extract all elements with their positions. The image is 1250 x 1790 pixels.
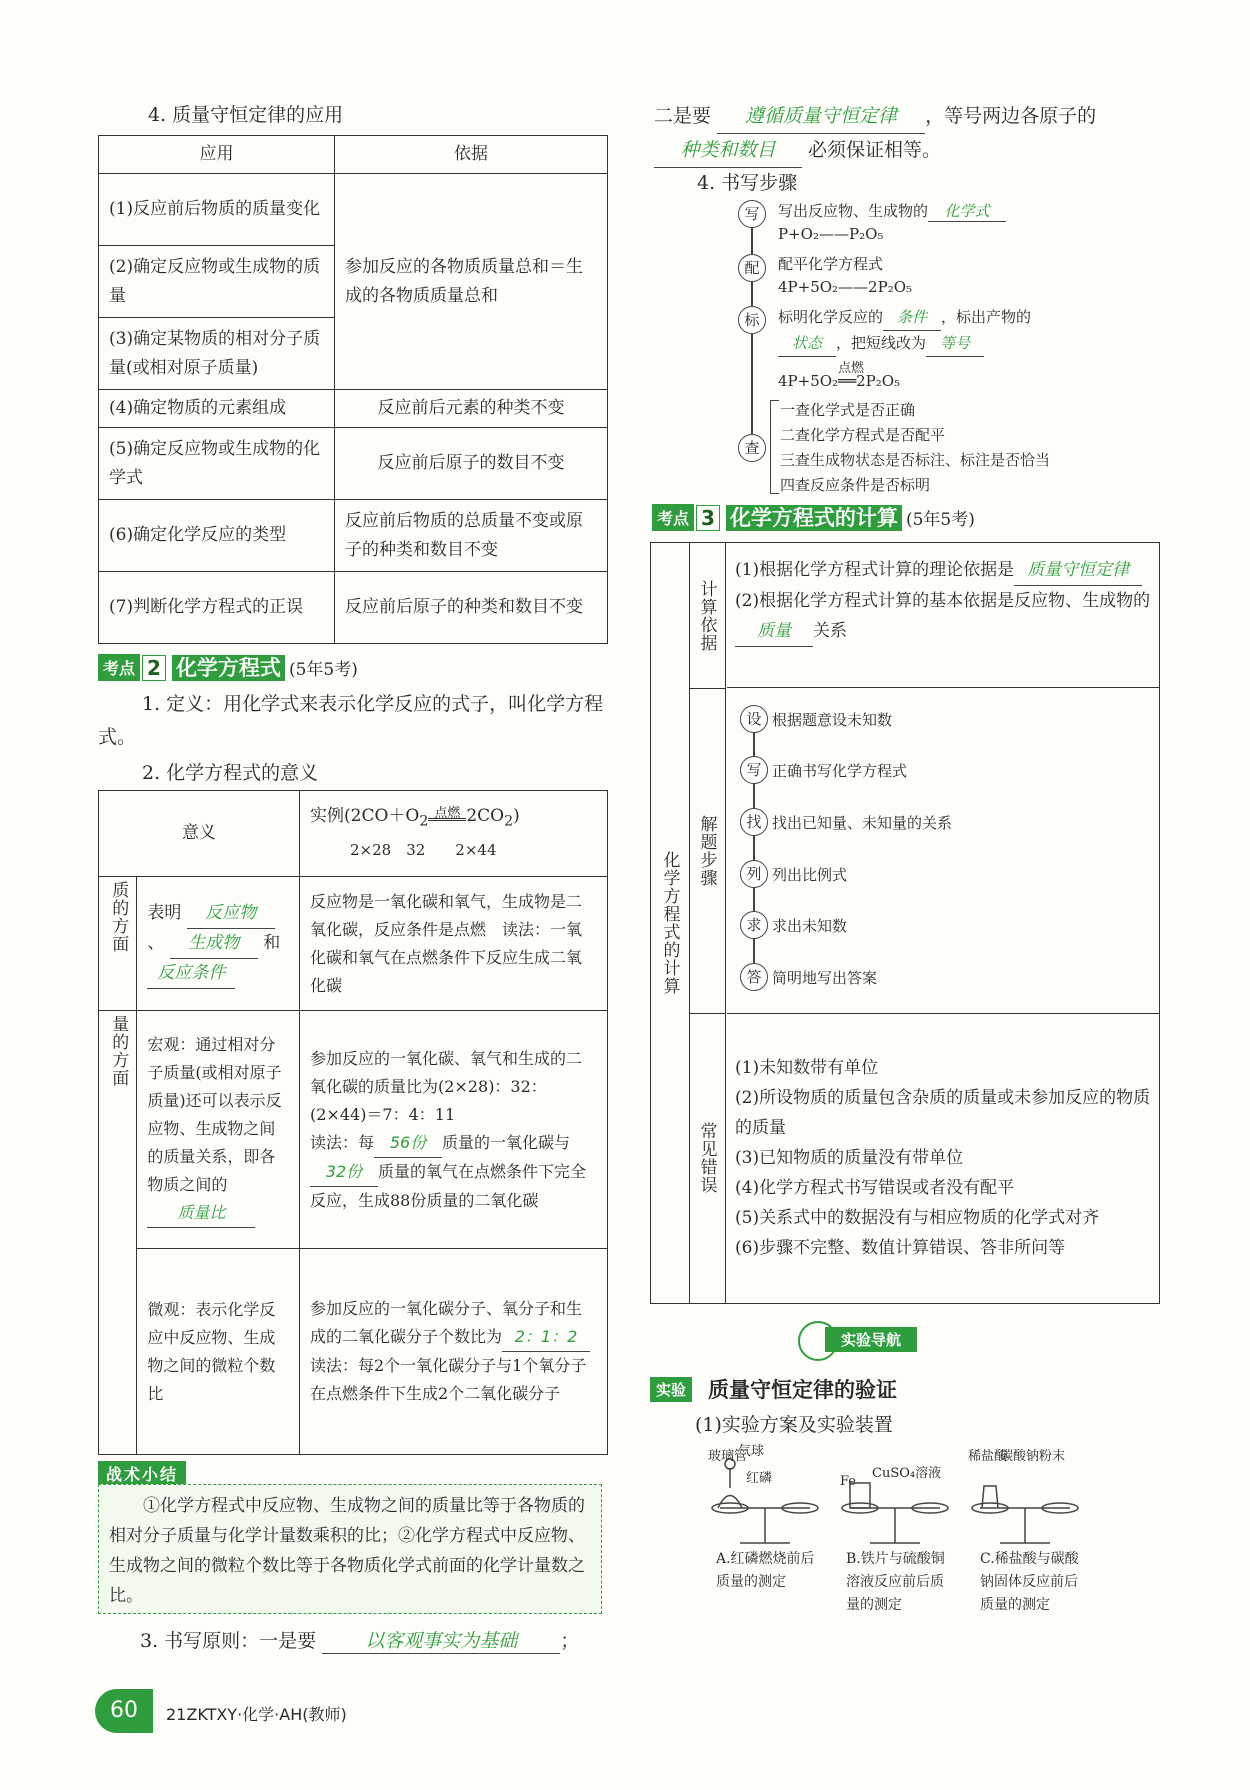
calc-table (650, 542, 1160, 1304)
example-header (300, 791, 608, 877)
error-item: (5)关系式中的数据没有与相应物质的化学式对齐 (735, 1208, 1100, 1228)
equation-masses: 2×28 32 2×44 (350, 841, 497, 860)
label-balloon: 气球 (738, 1444, 765, 1459)
table-cell: (6)确定化学反应的类型 (99, 500, 335, 572)
answer-principle2: 遵循质量守恒定律 (717, 100, 925, 134)
check-brace (770, 400, 779, 494)
line2-post: 必须保证相等。 (808, 139, 942, 161)
label-glass-tube: 玻璃管 (708, 1449, 748, 1464)
calc-step-icon: 答 (740, 963, 768, 991)
kaodian-title: 化学方程式 (172, 655, 285, 681)
error-item: (2)所设物质的质量包含杂质的质量或未参加反应的物质的质量 (735, 1088, 1151, 1138)
line1-post: ，等号两边各原子的 (925, 105, 1097, 127)
answer-mass: 质量 (735, 616, 813, 647)
quality-label: 质的方面 (99, 877, 137, 1011)
label-red-phosphorus: 红磷 (746, 1471, 773, 1486)
principle-continue (654, 100, 1169, 168)
table-cell: 反应前后物质的总质量不变或原子的种类和数目不变 (335, 500, 608, 572)
equation-arrow (428, 805, 466, 821)
macro-read-post: 质量的氧气在点燃条件下完全反应，生成88份质量的二氧化碳 (310, 1161, 587, 1210)
calc-step-text: 正确书写化学方程式 (772, 762, 908, 780)
equation-1: P+O₂——P₂O₅ (778, 225, 884, 243)
meaning-header: 意义 (99, 791, 300, 877)
calc-step-text: 找出已知量、未知量的关系 (772, 814, 953, 832)
step-mark-text (778, 305, 1078, 357)
micro-ex-pre: 参加反应的一氧化碳分子、氧分子和生成的二氧化碳分子个数比为 (310, 1299, 583, 1346)
experiment-title: 质量守恒定律的验证 (708, 1378, 897, 1402)
answer-56: 56份 (374, 1129, 442, 1158)
kaodian-tag: 考点 (98, 654, 140, 681)
check-item: 三查生成物状态是否标注、标注是否恰当 (780, 451, 1051, 469)
equation-subscript: 2 (419, 813, 429, 830)
basis-label: 计算依据 (689, 543, 726, 689)
micro-ex-post: 读法：每2个一氧化碳分子与1个氧分子在点燃条件下生成2个二氧化碳分子 (310, 1356, 587, 1403)
page-number: 60 (95, 1689, 153, 1733)
macro-text: 宏观：通过相对分子质量(或相对原子质量)还可以表示反应物、生成物之间的质量关系，即各物质之间的 (147, 1035, 282, 1194)
kaodian-3-header (652, 504, 975, 531)
meaning-table (98, 790, 608, 1455)
error-item: (3)已知物质的质量没有带单位 (735, 1148, 964, 1168)
principle-pre: 3. 书写原则：一是要 (140, 1630, 317, 1652)
table-cell: 反应前后原子的种类和数目不变 (335, 572, 608, 644)
answer-law: 质量守恒定律 (1014, 555, 1142, 586)
errors-content (727, 1013, 1159, 1303)
calc-step-icon: 设 (740, 705, 768, 733)
label-na2co3: 碳酸钠粉末 (1000, 1449, 1066, 1464)
steps-title: 4. 书写步骤 (697, 172, 798, 194)
calc-step-text: 求出未知数 (772, 917, 848, 935)
answer-particle-ratio: 2：1：2 (502, 1323, 590, 1352)
summary-box (98, 1484, 602, 1614)
error-item: (6)步骤不完整、数值计算错误、答非所问等 (735, 1238, 1066, 1258)
label-cuso4: CuSO₄溶液 (872, 1466, 942, 1481)
kaodian-tag: 考点 (652, 504, 694, 531)
caption-a: A.红磷燃烧前后质量的测定 (716, 1551, 815, 1590)
equation-3: 4P+5O₂══2P₂O₅ (778, 372, 901, 390)
table-cell: (4)确定物质的元素组成 (99, 390, 335, 428)
calc-step-icon: 求 (740, 911, 768, 939)
calc-step-text: 根据题意设未知数 (772, 711, 893, 729)
table-cell: (1)反应前后物质的质量变化 (99, 174, 335, 246)
step3-mid: ，标出产物的 (941, 308, 1032, 326)
kaodian-number: 2 (142, 655, 166, 681)
kaodian-frequency: (5年5考) (288, 660, 358, 680)
basis2-post: 关系 (813, 621, 847, 641)
check-item: 一查化学式是否正确 (780, 401, 916, 419)
steps-content (727, 688, 1159, 1014)
caption-b: B.铁片与硫酸铜溶液反应前后质量的测定 (846, 1551, 945, 1613)
macro-read-mid: 质量的一氧化碳与 (442, 1132, 571, 1152)
application-table (98, 135, 608, 644)
answer-kind-number: 种类和数目 (654, 134, 802, 168)
equation-part: 2CO (466, 805, 505, 826)
check-item: 四查反应条件是否标明 (780, 476, 931, 494)
answer-formula: 化学式 (928, 200, 1006, 222)
kaodian-number: 3 (696, 505, 720, 531)
check-item: 二查化学方程式是否配平 (780, 426, 946, 444)
kaodian-frequency: (5年5考) (905, 510, 975, 530)
answer-mass-ratio: 质量比 (147, 1199, 255, 1228)
kaodian-title: 化学方程式的计算 (726, 505, 902, 531)
meaning-title: 2. 化学方程式的意义 (142, 762, 319, 784)
line1-pre: 二是要 (654, 105, 712, 127)
check-list (780, 398, 1050, 498)
equation-2: 4P+5O₂——2P₂O₅ (778, 278, 913, 296)
table-header: 应用 (99, 136, 335, 174)
step-write-text (778, 200, 1006, 222)
reaction-condition: 点燃 (434, 805, 461, 821)
experiment-subtitle: (1)实验方案及实验装置 (695, 1414, 893, 1436)
calc-step-text: 简明地写出答案 (772, 969, 878, 987)
table-cell: (3)确定某物质的相对分子质量(或相对原子质量) (99, 318, 335, 390)
answer-condition: 反应条件 (147, 959, 235, 989)
table-cell: 参加反应的各物质质量总和＝生成的各物质质量总和 (335, 174, 608, 390)
step-balance-text: 配平化学方程式 (778, 255, 884, 273)
table-header: 依据 (335, 136, 608, 174)
calc-step-icon: 写 (740, 756, 768, 784)
error-item: (4)化学方程式书写错误或者没有配平 (735, 1178, 1015, 1198)
step-balance-icon: 配 (738, 254, 766, 282)
calc-step-icon: 列 (740, 860, 768, 888)
table-cell: 反应前后元素的种类不变 (335, 390, 608, 428)
step-mark-icon: 标 (738, 306, 766, 334)
quality-sep: 、 (147, 932, 165, 953)
macro-read-pre: 读法：每 (310, 1132, 375, 1152)
footer-code: 21ZKTXY·化学·AH(教师) (166, 1705, 347, 1724)
micro-example (300, 1249, 608, 1455)
summary-tag: 战术小结 (98, 1461, 186, 1486)
steps-label: 解题步骤 (689, 688, 726, 1014)
eq3-condition: 点燃 (838, 361, 865, 376)
answer-product: 生成物 (170, 929, 258, 959)
label-fe: Fe (840, 1474, 857, 1489)
step-check-icon: 查 (738, 434, 766, 462)
kaodian-2-header (98, 654, 358, 681)
macro-meaning (137, 1011, 300, 1249)
answer-state: 状态 (778, 331, 836, 357)
quality-meaning (137, 877, 300, 1011)
table-cell: (5)确定反应物或生成物的化学式 (99, 428, 335, 500)
macro-example-ratio: 参加反应的一氧化碳、氧气和生成的二氧化碳的质量比为(2×28)：32：(2×44)＝7：4：11 (310, 1048, 583, 1124)
label-dilute-hcl: 稀盐酸 (968, 1449, 1008, 1464)
equation-subscript: 2 (504, 813, 514, 830)
section4-title: 4. 质量守恒定律的应用 (148, 104, 344, 126)
answer-equal-sign: 等号 (926, 331, 984, 357)
micro-meaning: 微观：表示化学反应中反应物、生成物之间的微粒个数比 (137, 1249, 300, 1455)
balance-c (972, 1486, 1078, 1543)
principle-post: ； (560, 1630, 580, 1652)
step-write-icon: 写 (738, 200, 766, 228)
quality-and: 和 (263, 932, 281, 953)
balance-b (842, 1483, 948, 1543)
basis1-pre: (1)根据化学方程式计算的理论依据是 (735, 560, 1015, 580)
summary-text: ①化学方程式中反应物、生成物之间的质量比等于各物质的相对分子质量与化学计量数乘积的比；②化学方程式中反应物、生成物之间的微粒个数比等于各物质化学式前面的化学计量数之比。 (109, 1496, 585, 1606)
answer-reactant: 反应物 (187, 899, 275, 929)
writing-principle (140, 1626, 579, 1654)
step1-pre: 写出反应物、生成物的 (778, 202, 929, 220)
step3-pre: 标明化学反应的 (778, 308, 884, 326)
errors-label: 常见错误 (689, 1013, 726, 1303)
answer-condition2: 条件 (883, 305, 941, 331)
macro-example (300, 1011, 608, 1249)
calc-outer-label: 化学方程式的计算 (651, 543, 690, 1303)
caption-c: C.稀盐酸与碳酸钠固体反应前后质量的测定 (980, 1551, 1079, 1613)
flow-line (751, 215, 753, 460)
basis2-pre: (2)根据化学方程式计算的基本依据是反应物、生成物的 (735, 591, 1151, 611)
answer-principle1: 以客观事实为基础 (322, 1626, 560, 1654)
calc-step-icon: 找 (740, 808, 768, 836)
nav-tag: 实验导航 (825, 1327, 917, 1352)
quality-example: 反应物是一氧化碳和氧气，生成物是二氧化碳，反应条件是点燃 读法：一氧化碳和氧气在点燃条件下反应生成二氧化碳 (300, 877, 608, 1011)
definition: 1. 定义：用化学式来表示化学反应的式子，叫化学方程式。 (98, 693, 604, 748)
quality-pre: 表明 (147, 902, 182, 923)
experiment-tag: 实验 (650, 1377, 692, 1402)
answer-32: 32份 (310, 1158, 378, 1187)
basis-content (727, 543, 1159, 688)
error-item: (1)未知数带有单位 (735, 1058, 879, 1078)
equation-part: 实例(2CO＋O (310, 805, 420, 826)
table-cell: 反应前后原子的数目不变 (335, 428, 608, 500)
table-cell: (7)判断化学方程式的正误 (99, 572, 335, 644)
quantity-label: 量的方面 (99, 1011, 137, 1455)
equation-part: ) (513, 805, 520, 826)
step3-mid2: ，把短线改为 (836, 334, 927, 352)
calc-step-text: 列出比例式 (772, 866, 848, 884)
table-cell: (2)确定反应物或生成物的质量 (99, 246, 335, 318)
